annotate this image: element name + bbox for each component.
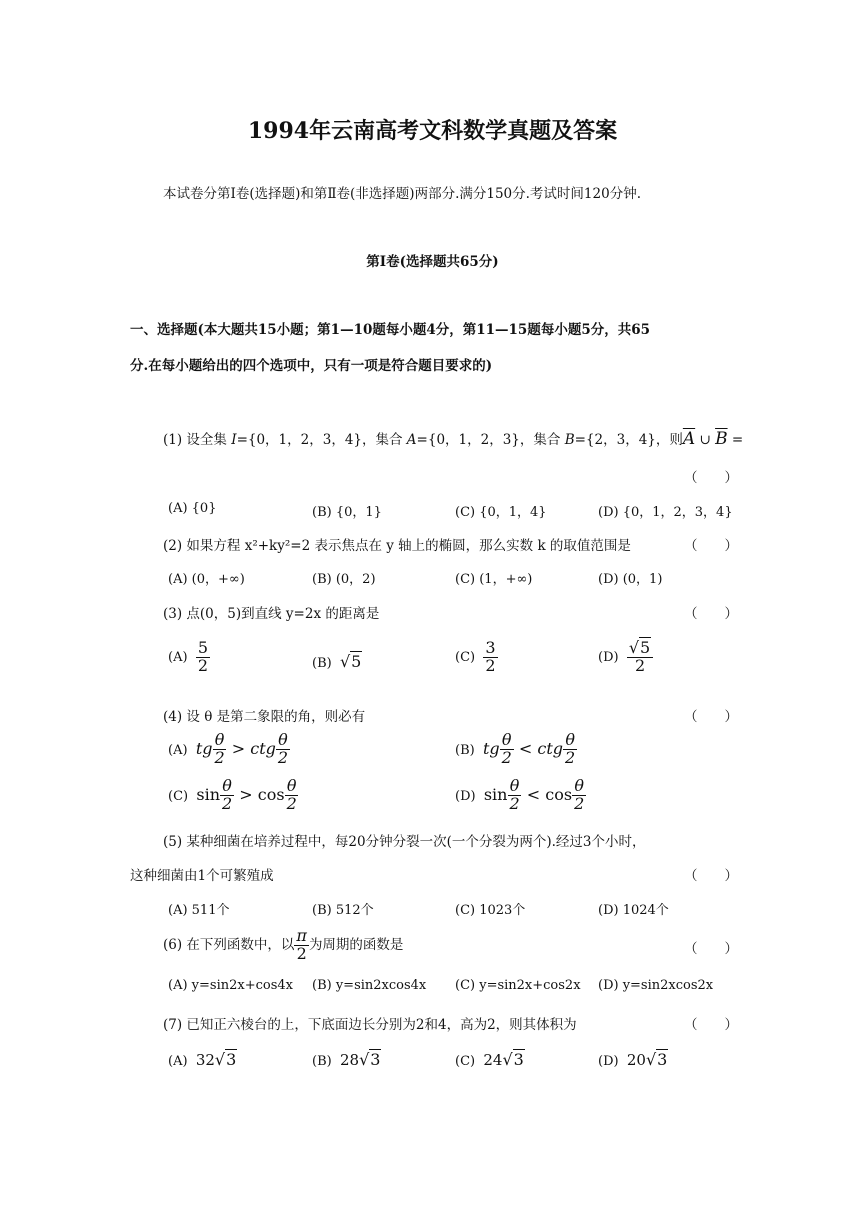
q3-option-d: (D) $\frac{√5}{2}$ bbox=[598, 640, 653, 675]
answer-paren-3: （ ） bbox=[684, 606, 738, 622]
answer-paren-2: （ ） bbox=[684, 538, 738, 554]
answer-paren-6: （ ） bbox=[684, 941, 738, 957]
page-title: 1994年云南高考文科数学真题及答案 bbox=[247, 118, 618, 144]
question-1: (1) 设全集 I={0，1，2，3，4}，集合 A={0，1，2，3}，集合 B={2，3，4}，则$\overline{A}$ ∪ $\overline{B}$ = bbox=[163, 429, 744, 449]
question-2: (2) 如果方程 x²+ky²=2 表示焦点在 y 轴上的椭圆，那么实数 k 的取值范围是 bbox=[163, 538, 631, 554]
q2-option-c: (C) (1，+∞) bbox=[455, 572, 533, 587]
intro-text: 本试卷分第Ⅰ卷(选择题)和第Ⅱ卷(非选择题)两部分.满分150分.考试时间120分钟. bbox=[163, 186, 641, 202]
q5-option-d: (D) 1024个 bbox=[598, 903, 669, 918]
q1-option-d: (D) {0，1，2，3，4} bbox=[598, 505, 733, 520]
complement-b: $\overline{B}$ bbox=[715, 429, 728, 449]
question-5-line2: 这种细菌由1个可繁殖成 bbox=[130, 868, 274, 884]
q1-option-c: (C) {0，1，4} bbox=[455, 505, 547, 520]
q6-option-d: (D) y=sin2xcos2x bbox=[598, 978, 714, 993]
q5-option-c: (C) 1023个 bbox=[455, 903, 526, 918]
q5-option-b: (B) 512个 bbox=[312, 903, 374, 918]
q2-option-a: (A) (0，+∞) bbox=[168, 572, 245, 587]
q4-option-c: (C) sin $\frac{\theta}{2}$ > cos $\frac{\theta}{2}$ bbox=[168, 776, 297, 813]
question-7: (7) 已知正六棱台的上，下底面边长分别为2和4，高为2，则其体积为 bbox=[163, 1017, 577, 1033]
section-heading-line1: 一、选择题(本大题共15小题；第1—10题每小题4分，第11—15题每小题5分，共65 bbox=[130, 322, 650, 338]
q1-option-b: (B) {0，1} bbox=[312, 505, 382, 520]
q5-option-a: (A) 511个 bbox=[168, 903, 230, 918]
answer-paren-4: （ ） bbox=[684, 709, 738, 725]
part-heading: 第Ⅰ卷(选择题共65分) bbox=[366, 254, 499, 270]
q4-option-d: (D) sin $\frac{\theta}{2}$ < cos $\frac{\theta}{2}$ bbox=[455, 776, 585, 813]
answer-paren-5: （ ） bbox=[684, 868, 738, 884]
q3-option-a: (A) $\frac{5}{2}$ bbox=[168, 638, 208, 675]
q2-option-d: (D) (0，1) bbox=[598, 572, 663, 587]
question-3: (3) 点(0，5)到直线 y=2x 的距离是 bbox=[163, 606, 380, 622]
q6-option-a: (A) y=sin2x+cos4x bbox=[168, 978, 293, 993]
question-4: (4) 设 θ 是第二象限的角，则必有 bbox=[163, 709, 366, 725]
q3-option-c: (C) $\frac{3}{2}$ bbox=[455, 638, 496, 675]
question-6: (6) 在下列函数中，以 $\frac{\pi}{2}$ 为周期的函数是 bbox=[163, 926, 404, 963]
q7-option-b: (B) 28√3 bbox=[312, 1050, 381, 1069]
q7-option-a: (A) 32√3 bbox=[168, 1050, 237, 1069]
q6-option-c: (C) y=sin2x+cos2x bbox=[455, 978, 581, 993]
q4-option-b: (B) tg $\frac{\theta}{2}$ < ctg $\frac{\theta}{2}$ bbox=[455, 730, 576, 767]
q4-option-a: (A) tg $\frac{\theta}{2}$ > ctg $\frac{\theta}{2}$ bbox=[168, 730, 289, 767]
q3-option-b: (B) √5 bbox=[312, 652, 362, 671]
q7-option-d: (D) 20√3 bbox=[598, 1050, 668, 1069]
complement-a: $\overline{A}$ bbox=[682, 429, 696, 449]
answer-paren-7: （ ） bbox=[684, 1017, 738, 1033]
question-5-line1: (5) 某种细菌在培养过程中，每20分钟分裂一次(一个分裂为两个).经过3个小时， bbox=[163, 834, 646, 850]
section-heading-line2: 分.在每小题给出的四个选项中，只有一项是符合题目要求的) bbox=[130, 358, 493, 374]
q1-option-a: (A) {0} bbox=[168, 501, 217, 516]
answer-paren-1: （ ） bbox=[684, 470, 738, 486]
q7-option-c: (C) 24√3 bbox=[455, 1050, 524, 1069]
q6-option-b: (B) y=sin2xcos4x bbox=[312, 978, 427, 993]
q2-option-b: (B) (0，2) bbox=[312, 572, 376, 587]
